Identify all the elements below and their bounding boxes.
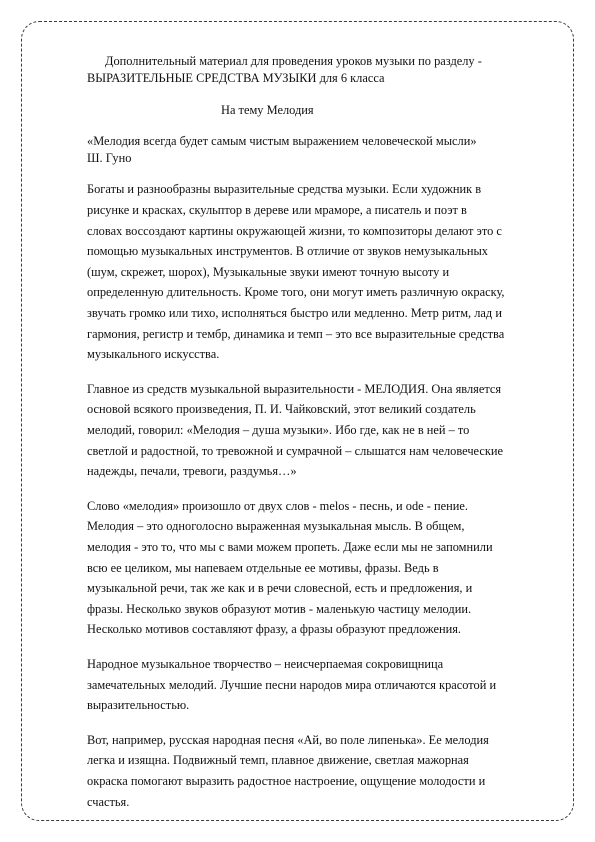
document-header [87,53,557,88]
epigraph [87,133,557,168]
epigraph-quote: «Мелодия всегда будет самым чистым выражением человеческой мысли» [87,133,477,148]
paragraph-line: (шум, скрежет, шорох), Музыкальные звуки имеют точную высоту и [87,264,450,279]
paragraph-line: гармония, регистр и тембр, динамика и темп – это все выразительные средства [87,326,505,341]
paragraph-line: рисунке и красках, скульптор в дереве или мраморе, а писатель и поэт в [87,203,467,218]
paragraph-line: Мелодия – это одноголосно выраженная музыкальная мысль. В общем, [87,519,465,534]
paragraph-4 [87,654,557,716]
paragraph-line: словах воссоздают картины окружающей жизни, то композиторы делают это с [87,223,502,238]
paragraph-line: Главное из средств музыкальной выразительности - МЕЛОДИЯ. Она является [87,381,502,396]
paragraph-line: Несколько мотивов составляют фразу, а фразы образуют предложения. [87,622,462,637]
paragraph-line: окраска помогают выразить радостное настроение, ощущение молодости и [87,773,486,788]
epigraph-author: Ш. Гуно [87,151,132,166]
paragraph-1 [87,179,557,364]
topic-title: На тему Мелодия [221,102,314,117]
paragraph-line: помощью музыкальных инструментов. В отличие от звуков немузыкальных [87,244,488,259]
paragraph-5 [87,730,557,812]
paragraph-line: определенную длительность. Кроме того, они могут иметь различную окраску, [87,285,505,300]
paragraph-line: счастья. [87,794,130,809]
paragraph-line: легка и изящна. Подвижный темп, плавное движение, светлая мажорная [87,753,469,768]
paragraph-line: мелодий, говорил: «Мелодия – душа музыки». Ибо где, как не в ней – то [87,423,470,438]
paragraph-line: мелодия - это то, что мы с вами можем пропеть. Даже если мы не запомнили [87,539,493,554]
paragraph-line: Богаты и разнообразны выразительные средства музыки. Если художник в [87,182,482,197]
paragraph-line: выразительностью. [87,698,190,713]
paragraph-3 [87,496,557,640]
paragraph-line: всю ее целиком, мы напеваем отдельные ее мотивы, фразы. Ведь в [87,560,439,575]
paragraph-line: музыкального искусства. [87,347,220,362]
paragraph-line: надежды, печали, тревоги, раздумья…» [87,464,297,479]
document-body [87,53,557,812]
paragraph-line: музыкальной речи, так же как и в речи словесной, есть и предложения, и [87,581,473,596]
paragraph-line: основой всякого произведения, П. И. Чайковский, этот великий создатель [87,402,476,417]
paragraph-line: Вот, например, русская народная песня «Ай, во поле липенька». Ее мелодия [87,732,489,747]
paragraph-line: светлой и радостной, то тревожной и сумрачной – слышатся нам человеческие [87,443,504,458]
header-line-1: Дополнительный материал для проведения уроков музыки по разделу - [105,54,482,68]
header-line-2: ВЫРАЗИТЕЛЬНЫЕ СРЕДСТВА МУЗЫКИ для 6 класса [87,71,385,86]
paragraph-line: Народное музыкальное творчество – неисчерпаемая сокровищница [87,656,444,671]
paragraph-line: Слово «мелодия» произошло от двух слов - melos - песнь, и ode - пение. [87,498,468,513]
paragraph-line: замечательных мелодий. Лучшие песни народов мира отличаются красотой и [87,677,497,692]
paragraph-line: фразы. Несколько звуков образуют мотив - маленькую частицу мелодии. [87,601,472,616]
paragraph-line: звучать громко или тихо, исполняться быстро или медленно. Метр ритм, лад и [87,306,502,321]
paragraph-2 [87,379,557,482]
